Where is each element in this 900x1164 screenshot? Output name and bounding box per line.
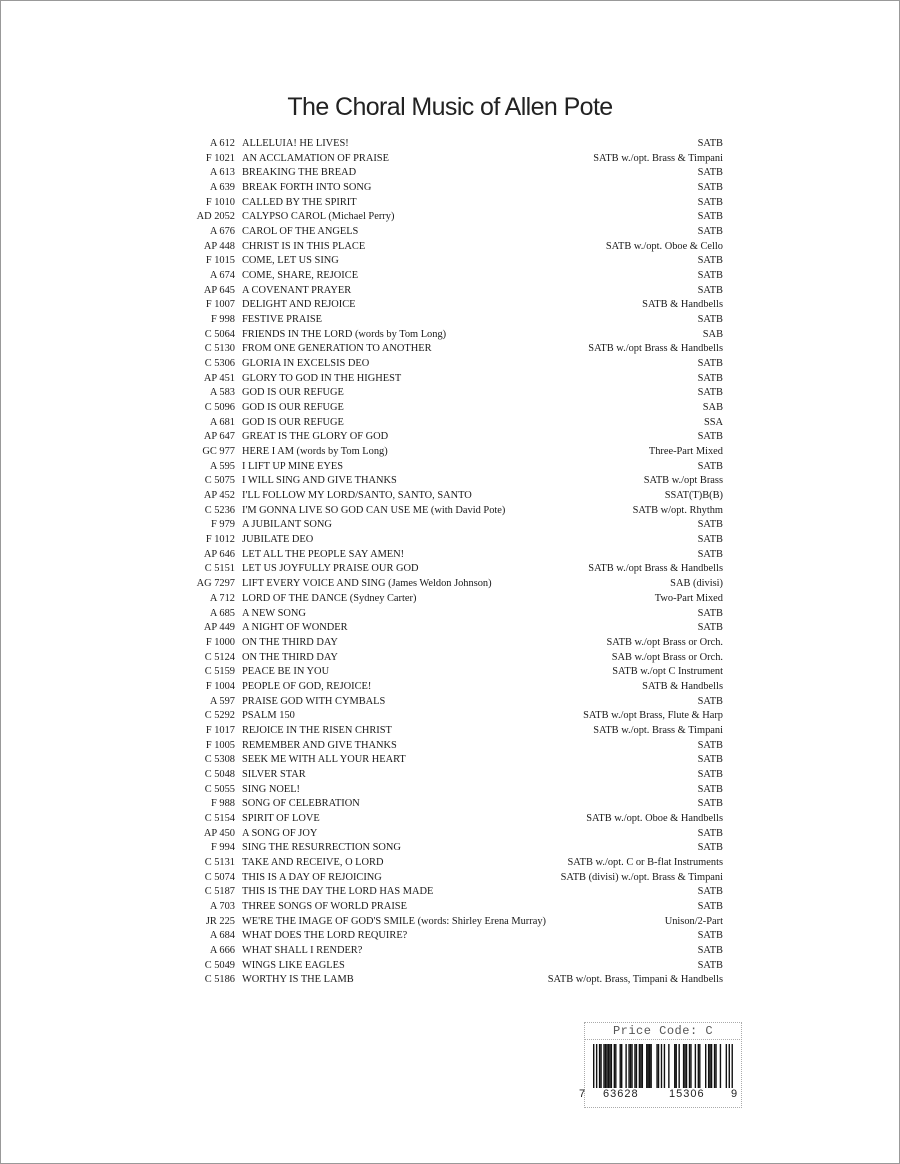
catalog-row [0,181,900,196]
barcode-digit-left: 7 [579,1088,586,1100]
catalog-row [0,445,900,460]
barcode-bar [600,1044,601,1088]
catalog-code: A 684 [209,930,235,942]
catalog-voicing: SATB [697,827,723,839]
catalog-row [0,753,900,768]
barcode-bar [611,1044,612,1088]
catalog-title: PSALM 150 [242,710,295,722]
catalog-title: PRAISE GOD WITH CYMBALS [242,695,386,707]
catalog-row [0,533,900,548]
catalog-row [0,783,900,798]
catalog-voicing: SATB [697,519,723,531]
barcode-digits-group-1: 63628 [603,1088,639,1100]
catalog-row [0,827,900,842]
barcode-bar [639,1044,640,1088]
barcode-bar [634,1044,635,1088]
catalog-title: LORD OF THE DANCE (Sydney Carter) [242,592,417,604]
barcode [579,1039,742,1108]
barcode-bar [699,1044,700,1088]
barcode-bar [596,1044,597,1088]
catalog-voicing: SATB [697,959,723,971]
barcode-bar [605,1044,606,1088]
barcode-bar [664,1044,665,1088]
barcode-bar [650,1044,651,1088]
catalog-title: GOD IS OUR REFUGE [242,416,344,428]
catalog-code: GC 977 [202,446,235,458]
catalog-code: F 998 [211,314,235,326]
catalog-title: AN ACCLAMATION OF PRAISE [242,152,389,164]
barcode-bar [715,1044,716,1088]
catalog-title: ON THE THIRD DAY [242,651,338,663]
catalog-row [0,357,900,372]
barcode-bar [720,1044,721,1088]
barcode-bar [678,1044,679,1088]
catalog-title: A SONG OF JOY [242,827,318,839]
catalog-row [0,900,900,915]
catalog-voicing: SSA [703,416,723,428]
catalog-row [0,812,900,827]
catalog-code: C 5306 [204,358,235,370]
catalog-code: A 666 [209,944,235,956]
catalog-voicing: SATB [697,372,723,384]
catalog-voicing: SATB [697,255,723,267]
catalog-code: AD 2052 [196,211,235,223]
catalog-row [0,929,900,944]
catalog-row [0,166,900,181]
catalog-code: F 1007 [205,299,235,311]
catalog-row [0,269,900,284]
barcode-bar [636,1044,637,1088]
catalog-code: A 674 [209,270,235,282]
catalog-row [0,386,900,401]
barcode-bar [640,1044,641,1088]
catalog-row [0,841,900,856]
catalog-voicing: SATB [697,695,723,707]
catalog-code: A 703 [209,900,235,912]
catalog-code: F 1000 [205,636,235,648]
catalog-voicing: SATB [697,548,723,560]
catalog-code: F 979 [211,519,235,531]
catalog-title: WINGS LIKE EAGLES [242,959,345,971]
catalog-row [0,196,900,211]
barcode-digit-right: 9 [731,1088,738,1100]
price-code-label: Price Code: C [584,1022,742,1040]
catalog-code: F 1021 [205,152,235,164]
catalog-title: BREAK FORTH INTO SONG [242,182,372,194]
catalog-voicing: SAB w./opt Brass or Orch. [611,651,723,663]
catalog-code: A 583 [209,387,235,399]
catalog-voicing: SATB w./opt Brass & Handbells [588,563,723,575]
catalog-title: CALYPSO CAROL (Michael Perry) [242,211,395,223]
catalog-code: C 5049 [204,959,235,971]
catalog-title: THIS IS THE DAY THE LORD HAS MADE [242,886,434,898]
barcode-bar [711,1044,712,1088]
barcode-bar [689,1044,690,1088]
barcode-bar [676,1044,677,1088]
catalog-row [0,430,900,445]
barcode-bar [726,1044,727,1088]
barcode-bar [625,1044,626,1088]
catalog-row [0,651,900,666]
catalog-code: C 5187 [204,886,235,898]
barcode-bar [708,1044,709,1088]
catalog-code: F 1010 [205,196,235,208]
catalog-title: A NIGHT OF WONDER [242,622,348,634]
catalog-code: C 5154 [204,812,235,824]
catalog-code: A 595 [209,460,235,472]
catalog-code: AP 646 [203,548,235,560]
catalog-voicing: SATB (divisi) w./opt. Brass & Timpani [560,871,723,883]
catalog-voicing: Two-Part Mixed [654,592,723,604]
catalog-title: I'M GONNA LIVE SO GOD CAN USE ME (with David Pote) [242,504,506,516]
catalog-code: C 5074 [204,871,235,883]
barcode-bar [603,1044,604,1088]
catalog-row [0,944,900,959]
barcode-bar [690,1044,691,1088]
catalog-code: A 685 [209,607,235,619]
catalog-title: LET ALL THE PEOPLE SAY AMEN! [242,548,405,560]
catalog-row [0,152,900,167]
catalog-title: TAKE AND RECEIVE, O LORD [242,856,384,868]
catalog-voicing: SATB [697,739,723,751]
catalog-title: WORTHY IS THE LAMB [242,974,354,986]
catalog-title: FROM ONE GENERATION TO ANOTHER [242,343,432,355]
barcode-bar [709,1044,710,1088]
catalog-row [0,636,900,651]
catalog-code: AG 7297 [196,578,235,590]
catalog-voicing: SATB w./opt. Brass & Timpani [593,724,723,736]
catalog-row [0,724,900,739]
catalog-row [0,225,900,240]
catalog-title: A JUBILANT SONG [242,519,332,531]
catalog-code: AP 449 [203,622,235,634]
catalog-voicing: SATB [697,622,723,634]
catalog-row [0,137,900,152]
barcode-bar [599,1044,600,1088]
catalog-voicing: SATB [697,314,723,326]
catalog-code: C 5075 [204,475,235,487]
catalog-voicing: SATB w./opt. C or B-flat Instruments [567,856,723,868]
catalog-code: C 5151 [204,563,235,575]
catalog-row [0,709,900,724]
catalog-voicing: SATB w./opt. Oboe & Cello [605,240,723,252]
catalog-title: SPIRIT OF LOVE [242,812,320,824]
catalog-voicing: SATB [697,930,723,942]
barcode-bar [729,1044,730,1088]
page-title: The Choral Music of Allen Pote [287,93,613,121]
catalog-row [0,739,900,754]
catalog-voicing: SATB [697,211,723,223]
catalog-row [0,313,900,328]
catalog-row [0,240,900,255]
barcode-bar [732,1044,733,1088]
catalog-title: A NEW SONG [242,607,306,619]
catalog-row [0,328,900,343]
catalog-row [0,592,900,607]
catalog-code: AP 448 [203,240,235,252]
catalog-title: SEEK ME WITH ALL YOUR HEART [242,754,406,766]
catalog-title: ALLELUIA! HE LIVES! [242,138,349,149]
catalog-voicing: SATB [697,754,723,766]
catalog-title: SING NOEL! [242,783,301,795]
barcode-bar [695,1044,696,1088]
catalog-voicing: SATB [697,182,723,194]
catalog-voicing: SATB w./opt. Oboe & Handbells [586,812,723,824]
catalog-voicing: SATB w./opt C Instrument [612,666,723,678]
catalog-title: FRIENDS IN THE LORD (words by Tom Long) [242,328,447,340]
catalog-title: SONG OF CELEBRATION [242,798,360,810]
catalog-code: C 5186 [204,974,235,986]
catalog-title: I'LL FOLLOW MY LORD/SANTO, SANTO, SANTO [242,490,472,502]
catalog-code: A 639 [209,182,235,194]
catalog-voicing: SATB [697,460,723,472]
catalog-code: C 5308 [204,754,235,766]
catalog-row [0,680,900,695]
barcode-bar [606,1044,607,1088]
catalog-title: SILVER STAR [242,768,306,780]
catalog-title: REMEMBER AND GIVE THANKS [242,739,397,751]
barcode-bar [661,1044,662,1088]
catalog-title: CHRIST IS IN THIS PLACE [242,240,366,252]
catalog-title: THIS IS A DAY OF REJOICING [242,871,382,883]
catalog-voicing: SATB [697,284,723,296]
catalog-code: A 613 [209,167,235,179]
catalog-row [0,856,900,871]
catalog-title: I WILL SING AND GIVE THANKS [242,475,397,487]
catalog-row [0,607,900,622]
catalog-row [0,416,900,431]
catalog-title: JUBILATE DEO [242,534,314,546]
barcode-bar [628,1044,629,1088]
barcode-bar [668,1044,669,1088]
barcode-bar [649,1044,650,1088]
catalog-title: GREAT IS THE GLORY OF GOD [242,431,389,443]
catalog-code: F 1015 [205,255,235,267]
catalog-row [0,871,900,886]
barcode-bar [621,1044,622,1088]
catalog-voicing: SATB w./opt Brass [643,475,723,487]
catalog-title: GOD IS OUR REFUGE [242,402,344,414]
catalog-title: HERE I AM (words by Tom Long) [242,446,388,458]
barcode-bar [609,1044,610,1088]
catalog-voicing: SATB [697,534,723,546]
catalog-voicing: SATB [697,387,723,399]
catalog-code: C 5096 [204,402,235,414]
catalog-code: C 5130 [204,343,235,355]
catalog-title: COME, SHARE, REJOICE [242,270,359,282]
catalog-row [0,284,900,299]
catalog-title: THREE SONGS OF WORLD PRAISE [242,900,407,912]
catalog-row [0,401,900,416]
catalog-row [0,959,900,974]
catalog-row [0,372,900,387]
catalog-title: GOD IS OUR REFUGE [242,387,344,399]
catalog-code: C 5159 [204,666,235,678]
barcode-bar [686,1044,687,1088]
catalog-voicing: Unison/2-Part [664,915,723,927]
catalog-row [0,768,900,783]
catalog-row [0,973,900,988]
catalog-title: I LIFT UP MINE EYES [242,460,344,472]
barcode-bar [614,1044,615,1088]
catalog-code: AP 647 [203,431,235,443]
catalog-code: F 994 [211,842,235,854]
catalog-code: C 5292 [204,710,235,722]
catalog-voicing: SATB [697,798,723,810]
barcode-bar [698,1044,699,1088]
catalog-row [0,254,900,269]
catalog-title: FESTIVE PRAISE [242,314,322,326]
catalog-code: A 676 [209,226,235,238]
catalog-row [0,562,900,577]
catalog-title: PEOPLE OF GOD, REJOICE! [242,680,372,692]
catalog-voicing: SATB [697,886,723,898]
barcode-bar [620,1044,621,1088]
catalog-voicing: SATB [697,167,723,179]
barcode-bar [608,1044,609,1088]
catalog-voicing: SATB [697,900,723,912]
catalog-row [0,460,900,475]
catalog-row [0,915,900,930]
catalog-code: AP 450 [203,827,235,839]
catalog-list [0,137,900,988]
catalog-code: JR 225 [205,915,235,927]
catalog-title: PEACE BE IN YOU [242,666,330,678]
barcode-bar [630,1044,631,1088]
catalog-voicing: SATB w./opt. Brass & Timpani [593,152,723,164]
catalog-code: F 1012 [205,534,235,546]
catalog-code: F 1004 [205,680,235,692]
catalog-code: C 5055 [204,783,235,795]
catalog-title: BREAKING THE BREAD [242,167,357,179]
catalog-row [0,504,900,519]
catalog-voicing: SATB [697,138,723,149]
catalog-code: AP 451 [203,372,235,384]
catalog-code: F 1017 [205,724,235,736]
catalog-title: GLORIA IN EXCELSIS DEO [242,358,370,370]
catalog-row [0,298,900,313]
catalog-voicing: SATB w./opt Brass & Handbells [588,343,723,355]
catalog-code: A 712 [209,592,235,604]
barcode-bar [658,1044,659,1088]
barcode-bar [642,1044,643,1088]
catalog-title: LET US JOYFULLY PRAISE OUR GOD [242,563,419,575]
barcode-bar [683,1044,684,1088]
catalog-voicing: SATB w./opt Brass, Flute & Harp [583,710,723,722]
catalog-row [0,548,900,563]
catalog-voicing: SATB [697,196,723,208]
catalog-voicing: SAB [702,328,723,340]
catalog-row [0,489,900,504]
catalog-title: SING THE RESURRECTION SONG [242,842,401,854]
catalog-voicing: SATB [697,270,723,282]
catalog-code: C 5048 [204,768,235,780]
catalog-title: GLORY TO GOD IN THE HIGHEST [242,372,402,384]
catalog-row [0,474,900,489]
catalog-voicing: SATB & Handbells [642,680,723,692]
catalog-title: WE'RE THE IMAGE OF GOD'S SMILE (words: Shirley Erena Murray) [242,915,546,927]
catalog-voicing: SATB [697,783,723,795]
catalog-title: WHAT SHALL I RENDER? [242,944,363,956]
catalog-voicing: SSAT(T)B(B) [664,490,723,502]
catalog-row [0,210,900,225]
catalog-code: AP 452 [203,490,235,502]
catalog-row [0,665,900,680]
catalog-voicing: SATB w./opt Brass or Orch. [606,636,723,648]
catalog-code: F 1005 [205,739,235,751]
catalog-voicing: SATB [697,358,723,370]
catalog-code: C 5131 [204,856,235,868]
catalog-title: A COVENANT PRAYER [242,284,352,296]
barcode-bar [656,1044,657,1088]
barcode-bar [593,1044,594,1088]
barcode-bar [615,1044,616,1088]
catalog-title: CAROL OF THE ANGELS [242,226,359,238]
catalog-row [0,577,900,592]
barcode-digits-group-2: 15306 [669,1088,705,1100]
catalog-voicing: SATB [697,842,723,854]
catalog-voicing: SATB [697,944,723,956]
barcode-bar [631,1044,632,1088]
barcode-bar [646,1044,647,1088]
catalog-code: A 681 [209,416,235,428]
catalog-title: WHAT DOES THE LORD REQUIRE? [242,930,408,942]
catalog-title: ON THE THIRD DAY [242,636,338,648]
catalog-row [0,885,900,900]
catalog-voicing: SATB [697,607,723,619]
catalog-code: A 612 [209,138,235,149]
catalog-title: REJOICE IN THE RISEN CHRIST [242,724,392,736]
catalog-code: F 988 [211,798,235,810]
catalog-row [0,518,900,533]
catalog-row [0,695,900,710]
catalog-title: DELIGHT AND REJOICE [242,299,356,311]
catalog-code: C 5236 [204,504,235,516]
barcode-bar [674,1044,675,1088]
barcode-bar [648,1044,649,1088]
catalog-code: A 597 [209,695,235,707]
catalog-voicing: SATB [697,768,723,780]
catalog-code: AP 645 [203,284,235,296]
catalog-voicing: SATB & Handbells [642,299,723,311]
catalog-title: LIFT EVERY VOICE AND SING (James Weldon Johnson) [242,578,492,590]
catalog-voicing: SATB w/opt. Rhythm [632,504,723,516]
catalog-title: CALLED BY THE SPIRIT [242,196,357,208]
catalog-voicing: SAB (divisi) [670,578,723,590]
catalog-code: C 5124 [204,651,235,663]
catalog-row [0,797,900,812]
catalog-row [0,342,900,357]
barcode-bar [684,1044,685,1088]
catalog-code: C 5064 [204,328,235,340]
barcode-bar [705,1044,706,1088]
catalog-voicing: SAB [702,402,723,414]
catalog-title: COME, LET US SING [242,255,339,267]
barcode-bar [714,1044,715,1088]
catalog-row [0,621,900,636]
catalog-voicing: SATB w/opt. Brass, Timpani & Handbells [547,974,723,986]
catalog-voicing: SATB [697,431,723,443]
catalog-voicing: SATB [697,226,723,238]
catalog-voicing: Three-Part Mixed [648,446,723,458]
